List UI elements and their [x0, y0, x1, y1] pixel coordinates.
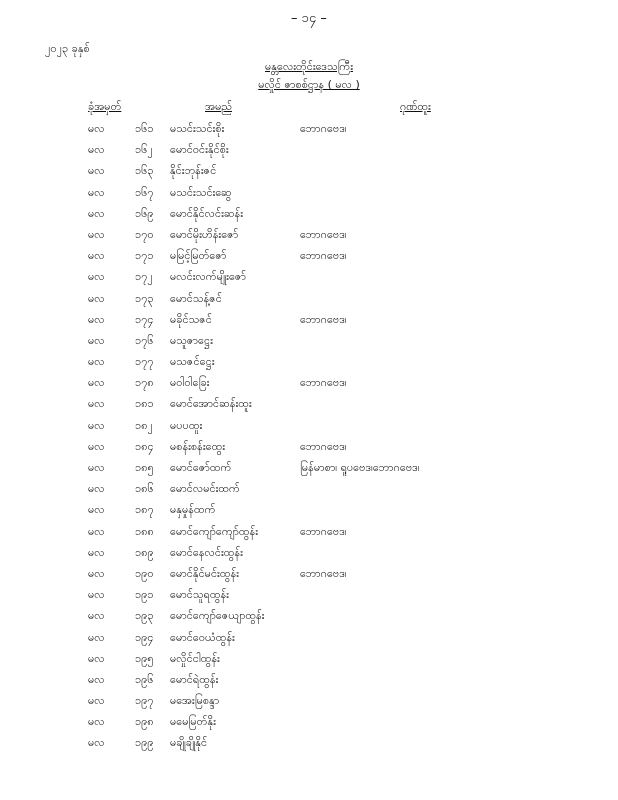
- row-name: မောင်သန့်ဇင်: [170, 291, 222, 305]
- row-number: ၁၇၂: [135, 270, 153, 284]
- row-number: ၁၈၄: [135, 439, 154, 453]
- row-number: ၁၇၃: [135, 291, 154, 305]
- row-number: ၁၆၂: [135, 143, 153, 157]
- row-remark: ဘောဂဗေဒ၊: [300, 227, 347, 241]
- row-number: ၁၆၇: [135, 185, 154, 199]
- row-number: ၁၈၇: [135, 503, 154, 517]
- row-name: မသူဇာဋ္ဌေး: [170, 333, 213, 347]
- table-header: [0, 100, 618, 114]
- table-row: [0, 118, 618, 139]
- column-header-code: ခုံအမှတ်: [88, 100, 122, 113]
- table-row: [0, 457, 618, 478]
- table-row: [0, 732, 618, 753]
- row-number: ၁၆၁: [135, 122, 154, 135]
- row-number: ၁၈၁: [135, 397, 154, 411]
- table-row: [0, 203, 618, 224]
- row-name: မသင်းသင်းစိုး: [170, 122, 225, 135]
- row-name: မောင်သူရထွန်း: [170, 588, 229, 602]
- row-code: မလ: [88, 206, 105, 220]
- row-code: မလ: [88, 185, 105, 199]
- row-name: မဝါဝါခြေး: [170, 376, 210, 390]
- row-code: မလ: [88, 397, 105, 411]
- row-name: မလှိုင်ငါထွန်း: [170, 651, 220, 665]
- row-code: မလ: [88, 545, 105, 559]
- row-number: ၁၆၃: [135, 164, 154, 178]
- table-row: [0, 309, 618, 330]
- row-name: မောင်နေလင်းထွန်း: [170, 545, 243, 559]
- row-name: မသဇင်ဋ္ဌေး: [170, 355, 215, 369]
- row-remark: မြန်မာစာ၊ ရူပဗေဒ၊ဘောဂဗေဒ၊: [300, 461, 420, 474]
- table-row: [0, 182, 618, 203]
- row-name: မလင်းလက်မျိုးဇော်: [170, 270, 247, 284]
- row-code: မလ: [88, 503, 105, 517]
- row-number: ၁၈၂: [135, 418, 153, 432]
- row-name: မခိုင်သဇင်: [170, 312, 212, 326]
- row-code: မလ: [88, 333, 105, 347]
- row-remark: ဘောဂဗေဒ၊: [300, 524, 347, 538]
- row-number: ၁၇၆: [135, 333, 154, 347]
- exam-year: ၂၀၂၃ ခုနှစ်: [45, 42, 90, 55]
- row-number: ၁၈၉: [135, 545, 154, 559]
- row-name: မောင်လမင်းထက်: [170, 482, 240, 496]
- row-code: မလ: [88, 439, 105, 453]
- row-code: မလ: [88, 715, 105, 729]
- row-name: မောင်ဝင်းနိုင်စိုး: [170, 143, 229, 157]
- row-code: မလ: [88, 227, 105, 241]
- row-remark: ဘောဂဗေဒ၊: [300, 566, 347, 580]
- row-remark: ဘောဂဗေဒ၊: [300, 122, 347, 135]
- row-name: မောင်ကျော်ဇေယျာထွန်း: [170, 609, 265, 623]
- row-number: ၁၇၀: [135, 227, 154, 241]
- row-code: မလ: [88, 249, 105, 263]
- table-row: [0, 160, 618, 181]
- table-row: [0, 521, 618, 542]
- row-name: မောင်ကျော်ကျော်ထွန်း: [170, 524, 258, 538]
- page-title: မန္တလေးတိုင်းဒေသကြီး: [265, 60, 353, 73]
- row-number: ၁၉၄: [135, 630, 154, 644]
- row-number: ၁၉၉: [135, 736, 154, 750]
- table-row: [0, 372, 618, 393]
- row-number: ၁၉၃: [135, 609, 154, 623]
- row-code: မလ: [88, 736, 105, 750]
- row-code: မလ: [88, 122, 105, 135]
- table-row: [0, 605, 618, 626]
- row-code: မလ: [88, 694, 105, 708]
- row-name: မစန်းစန်းထွေး: [170, 439, 226, 453]
- results-list: [0, 118, 618, 754]
- row-name: မောင်နိုင်မင်းထွန်း: [170, 566, 239, 580]
- row-code: မလ: [88, 418, 105, 432]
- row-name: မမြင့်မြတ်ဇော်: [170, 249, 227, 263]
- row-name: မနှမှုန်ထက်: [170, 503, 216, 517]
- row-name: မောင်ဇော်ထက်: [170, 461, 232, 474]
- table-row: [0, 330, 618, 351]
- row-name: မသင်းသင်းဆွေ: [170, 185, 232, 199]
- row-code: မလ: [88, 609, 105, 623]
- table-row: [0, 288, 618, 309]
- row-code: မလ: [88, 164, 105, 178]
- table-row: [0, 669, 618, 690]
- table-row: [0, 690, 618, 711]
- table-row: [0, 563, 618, 584]
- row-number: ၁၆၉: [135, 206, 154, 220]
- table-row: [0, 139, 618, 160]
- table-row: [0, 436, 618, 457]
- table-row: [0, 266, 618, 287]
- row-number: ၁၇၈: [135, 376, 154, 390]
- row-code: မလ: [88, 566, 105, 580]
- table-row: [0, 711, 618, 732]
- row-remark: ဘောဂဗေဒ၊: [300, 376, 347, 390]
- row-code: မလ: [88, 651, 105, 665]
- row-number: ၁၈၈: [135, 524, 154, 538]
- table-row: [0, 542, 618, 563]
- row-code: မလ: [88, 672, 105, 686]
- row-name: မောင်ဝေယံထွန်း: [170, 630, 235, 644]
- table-row: [0, 478, 618, 499]
- row-name: မပပထူး: [170, 418, 203, 432]
- table-row: [0, 393, 618, 414]
- row-code: မလ: [88, 270, 105, 284]
- row-code: မလ: [88, 355, 105, 369]
- row-number: ၁၉၇: [135, 694, 154, 708]
- table-row: [0, 584, 618, 605]
- row-code: မလ: [88, 630, 105, 644]
- page-number: – ၁၄ –: [291, 11, 327, 26]
- row-number: ၁၇၇: [135, 355, 154, 369]
- row-code: မလ: [88, 312, 105, 326]
- row-code: မလ: [88, 524, 105, 538]
- row-remark: ဘောဂဗေဒ၊: [300, 439, 347, 453]
- row-name: မချိုချိုနိုင်: [170, 736, 208, 750]
- table-row: [0, 499, 618, 520]
- row-name: နိုင်းဘုန်းဇင်: [170, 164, 217, 178]
- row-number: ၁၉၀: [135, 566, 154, 580]
- page-subtitle: မလှိုင် ဇာစစ်ဋ္ဌာန ( မလ ): [258, 78, 360, 91]
- row-code: မလ: [88, 588, 105, 602]
- table-row: [0, 245, 618, 266]
- row-number: ၁၉၆: [135, 672, 154, 686]
- row-code: မလ: [88, 376, 105, 390]
- table-row: [0, 627, 618, 648]
- row-name: မောင်ရဲထွန်း: [170, 672, 219, 686]
- row-name: မောင်အောင်ဆန်းထူး: [170, 397, 252, 411]
- row-code: မလ: [88, 143, 105, 157]
- row-number: ၁၈၆: [135, 482, 154, 496]
- row-number: ၁၇၁: [135, 249, 154, 263]
- row-name: မောင်နိုင်လင်းဆန်း: [170, 206, 243, 220]
- row-remark: ဘောဂဗေဒ၊: [300, 249, 347, 263]
- row-name: မအေးမြစန္ဒာ: [170, 694, 220, 708]
- row-code: မလ: [88, 461, 105, 474]
- column-header-name: အမည်: [205, 100, 233, 113]
- row-remark: ဘောဂဗေဒ၊: [300, 312, 347, 326]
- row-number: ၁၇၄: [135, 312, 154, 326]
- row-number: ၁၈၅: [135, 461, 154, 474]
- table-row: [0, 648, 618, 669]
- column-header-remark: ဂုဏ်ထူး: [400, 100, 431, 113]
- row-name: မောင်မိုးဟိန်းဇော်: [170, 227, 239, 241]
- row-number: ၁၉၈: [135, 715, 154, 729]
- row-number: ၁၉၅: [135, 651, 154, 665]
- row-code: မလ: [88, 482, 105, 496]
- row-code: မလ: [88, 291, 105, 305]
- row-number: ၁၉၁: [135, 588, 154, 602]
- table-row: [0, 224, 618, 245]
- table-row: [0, 415, 618, 436]
- row-name: မမေမြတ်နိုး: [170, 715, 216, 729]
- table-row: [0, 351, 618, 372]
